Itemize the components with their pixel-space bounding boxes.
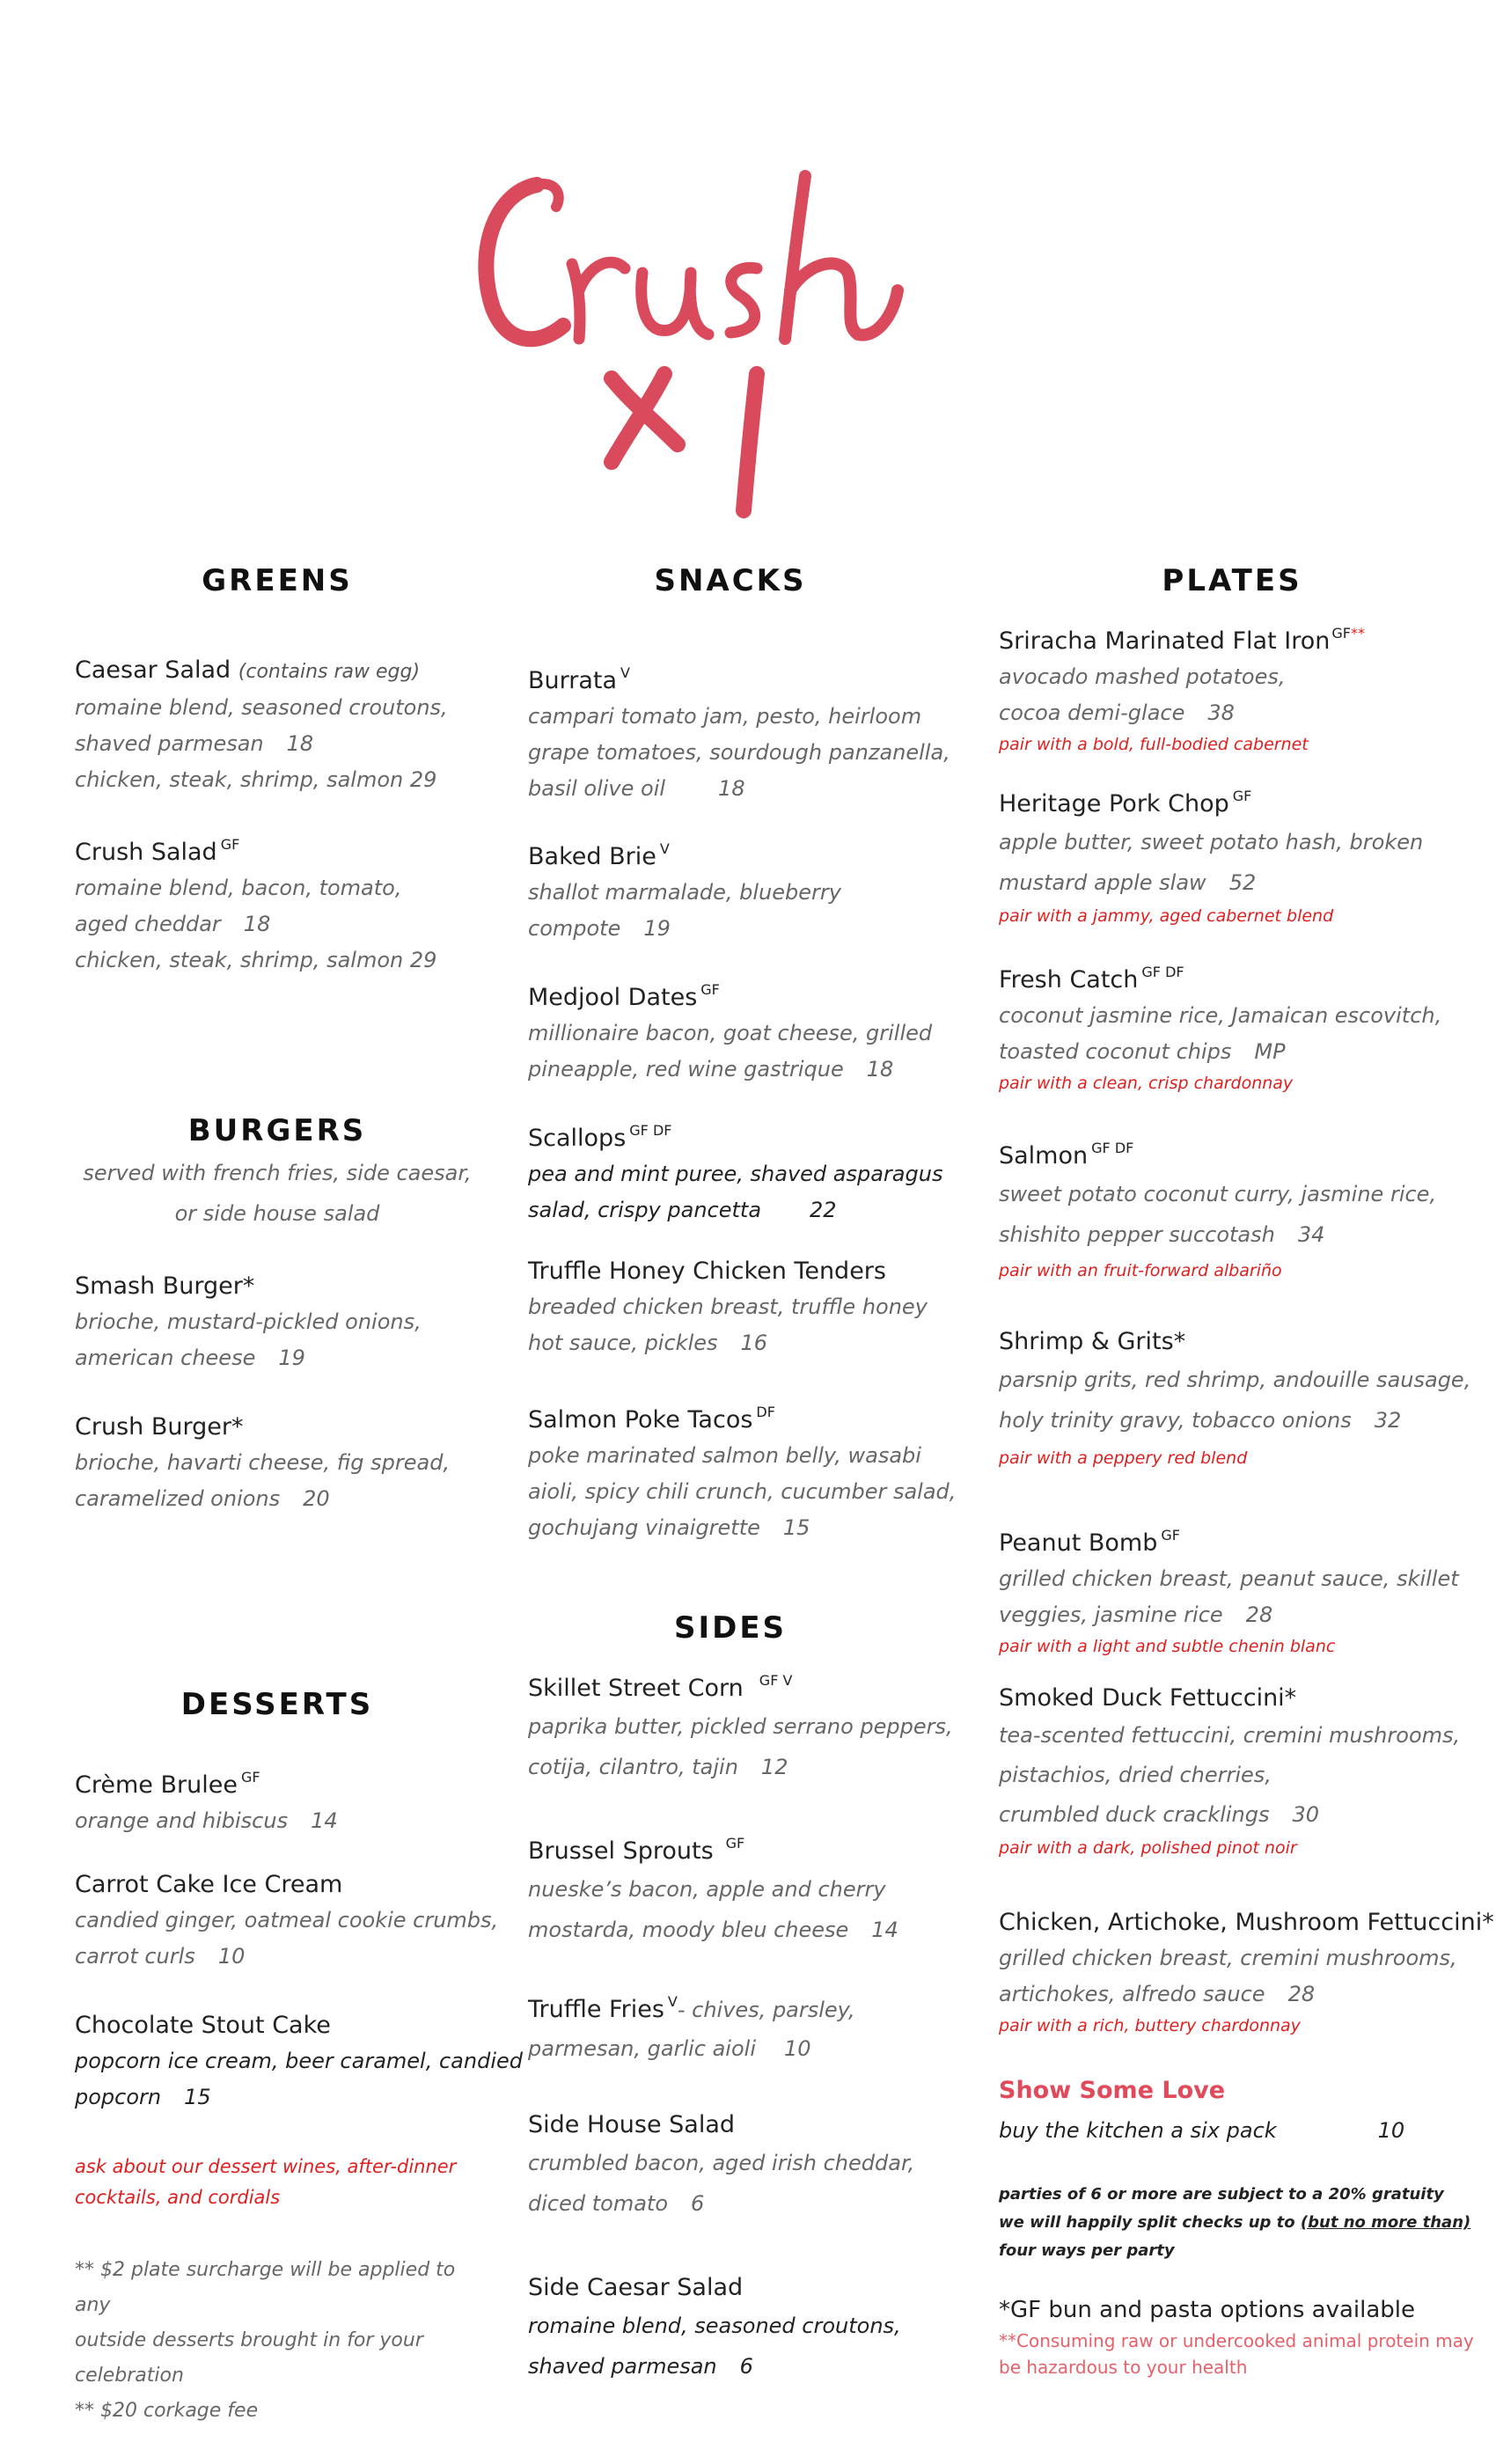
menu-item-sriracha-flat-iron — [999, 616, 1365, 758]
greens-heading: GREENS — [202, 563, 353, 598]
plates-heading: PLATES — [1162, 563, 1302, 598]
menu-item-chocolate-stout-cake — [75, 2008, 523, 2116]
item-desc: paprika butter, pickled serrano peppers, — [528, 1714, 953, 1739]
item-price: 10 — [217, 1944, 246, 1969]
item-desc: hot sauce, pickles — [528, 1331, 718, 1355]
item-name: Heritage Pork Chop — [999, 790, 1229, 818]
menu-item-brussel-sprouts — [528, 1826, 898, 1950]
item-desc: shaved parmesan — [528, 2354, 717, 2379]
item-tag: GF — [1161, 1527, 1180, 1544]
item-tag: GF — [240, 1769, 260, 1786]
item-desc: avocado mashed potatoes, — [999, 664, 1286, 689]
item-price: MP — [1254, 1039, 1286, 1064]
item-desc: mustard apple slaw — [999, 870, 1206, 895]
item-tag: GF — [1331, 625, 1351, 642]
burgers-intro-line: or side house salad — [174, 1201, 380, 1226]
item-desc: cotija, cilantro, tajin — [528, 1755, 738, 1779]
item-tag: V — [659, 840, 670, 857]
item-price: 20 — [303, 1486, 330, 1511]
item-name: Crème Brulee — [75, 1771, 238, 1799]
wine-pairing: pair with a peppery red blend — [999, 1448, 1248, 1468]
surcharge-line: celebration — [75, 2365, 184, 2387]
item-desc: diced tomato — [528, 2191, 668, 2216]
menu-item-shrimp-grits — [999, 1324, 1470, 1476]
item-price: 30 — [1292, 1802, 1320, 1827]
item-name: Baked Brie — [528, 843, 656, 870]
item-price: 18 — [718, 776, 745, 801]
item-desc: shaved parmesan — [75, 731, 264, 756]
item-desc: carrot curls — [75, 1944, 195, 1969]
item-tag: DF — [756, 1404, 775, 1420]
menu-item-heritage-pork-chop — [999, 779, 1423, 929]
item-name: Salmon Poke Tacos — [528, 1406, 753, 1434]
menu-item-medjool-dates — [528, 972, 932, 1088]
item-desc: coconut jasmine rice, Jamaican escovitch, — [999, 1003, 1442, 1028]
logo-brushstrokes — [486, 176, 898, 510]
item-tag: V — [620, 664, 630, 681]
item-name: Truffle Honey Chicken Tenders — [528, 1258, 886, 1285]
dessert-wine-note — [75, 2152, 480, 2213]
menu-item-scallops — [528, 1113, 942, 1228]
item-desc: poke marinated salmon belly, wasabi — [528, 1443, 921, 1468]
menu-item-caesar-salad — [75, 653, 448, 798]
item-desc: crumbled bacon, aged irish cheddar, — [528, 2151, 915, 2175]
menu-item-carrot-cake — [75, 1867, 498, 1975]
item-desc: grilled chicken breast, cremini mushrooms, — [999, 1946, 1457, 1970]
item-price: 6 — [739, 2354, 753, 2379]
menu-item-crush-burger — [75, 1410, 450, 1517]
gratuity-line: we will happily split checks up to — [999, 2213, 1295, 2232]
love-price: 10 — [1377, 2118, 1405, 2143]
item-price: 12 — [760, 1755, 788, 1779]
burgers-intro-line: served with french fries, side caesar, — [83, 1161, 472, 1185]
gratuity-line: parties of 6 or more are subject to a 20% gratuity — [999, 2185, 1444, 2204]
item-tag: GF — [1232, 788, 1252, 804]
love-title: Show Some Love — [999, 2077, 1226, 2104]
wine-pairing: pair with a light and subtle chenin blanc — [999, 1637, 1336, 1656]
item-tag: V — [667, 1993, 678, 2010]
item-desc: pistachios, dried cherries, — [999, 1763, 1272, 1787]
item-addons: chicken, steak, shrimp, salmon 29 — [75, 767, 437, 792]
menu-item-crush-salad — [75, 827, 436, 979]
menu-item-baked-brie — [528, 832, 841, 947]
item-desc: toasted coconut chips — [999, 1039, 1232, 1064]
menu-item-peanut-bomb — [999, 1518, 1459, 1660]
menu-item-skillet-street-corn — [528, 1663, 953, 1787]
item-price: 52 — [1228, 870, 1257, 895]
item-price: 18 — [866, 1057, 894, 1082]
wine-pairing: pair with a dark, polished pinot noir — [999, 1838, 1297, 1858]
menu-item-chicken-artichoke-fettuccini — [999, 1905, 1494, 2039]
gratuity-line: four ways per party — [999, 2241, 1175, 2260]
item-desc: campari tomato jam, pesto, heirloom — [528, 704, 922, 729]
item-price: 18 — [286, 731, 314, 756]
wine-pairing: pair with a bold, full-bodied cabernet — [999, 735, 1309, 754]
item-tag: GF — [220, 836, 240, 853]
sides-heading: SIDES — [673, 1610, 788, 1646]
item-price: 6 — [691, 2191, 705, 2216]
menu-item-salmon — [999, 1131, 1436, 1287]
item-desc: nueske’s bacon, apple and cherry — [528, 1877, 886, 1902]
item-desc: apple butter, sweet potato hash, broken — [999, 830, 1424, 854]
item-desc: parmesan, garlic aioli — [528, 2036, 756, 2061]
item-tag: GF — [725, 1835, 745, 1852]
item-tag-raw: ** — [1350, 625, 1365, 642]
item-name: Skillet Street Corn — [528, 1675, 744, 1702]
item-desc: brioche, havarti cheese, fig spread, — [75, 1450, 451, 1475]
item-name: Peanut Bomb — [999, 1529, 1158, 1557]
item-name: Sriracha Marinated Flat Iron — [999, 627, 1331, 655]
item-name: Caesar Salad — [75, 656, 231, 684]
menu-item-side-caesar-salad — [528, 2270, 901, 2387]
item-tag: GF DF — [1091, 1140, 1134, 1156]
item-price: 14 — [871, 1918, 898, 1942]
surcharge-line: outside desserts brought in for your — [75, 2329, 423, 2351]
item-price: 19 — [278, 1346, 305, 1370]
menu-item-smoked-duck-fettuccini — [999, 1681, 1460, 1861]
burgers-heading: BURGERS — [187, 1113, 367, 1148]
surcharge-line: ** $2 plate surcharge will be applied to any — [75, 2259, 456, 2316]
crush-xi-logo — [458, 158, 1021, 528]
item-price: 19 — [643, 916, 671, 941]
menu-item-burrata — [528, 656, 950, 807]
surcharge-line: ** $20 corkage fee — [75, 2400, 259, 2422]
item-desc: romaine blend, seasoned croutons, — [528, 2314, 901, 2338]
item-desc: american cheese — [75, 1346, 256, 1370]
item-desc: shallot marmalade, blueberry — [528, 880, 841, 905]
item-name: Chocolate Stout Cake — [75, 2012, 331, 2039]
item-desc: candied ginger, oatmeal cookie crumbs, — [75, 1908, 499, 1932]
item-tag: GF DF — [1141, 964, 1184, 980]
item-desc: romaine blend, bacon, tomato, — [75, 876, 402, 900]
item-desc: gochujang vinaigrette — [528, 1515, 760, 1540]
item-desc: pineapple, red wine gastrique — [528, 1057, 844, 1082]
item-desc: aioli, spicy chili crunch, cucumber salad, — [528, 1479, 957, 1504]
item-desc: shishito pepper succotash — [999, 1222, 1275, 1247]
wine-pairing: pair with a clean, crisp chardonnay — [999, 1074, 1294, 1093]
item-desc: parsnip grits, red shrimp, andouille sausage, — [999, 1368, 1471, 1392]
item-tag: GF DF — [629, 1122, 672, 1139]
item-desc: orange and hibiscus — [75, 1808, 289, 1833]
item-price: 14 — [311, 1808, 338, 1833]
item-name: Side House Salad — [528, 2111, 736, 2138]
item-price: 32 — [1374, 1408, 1402, 1433]
item-desc: crumbled duck cracklings — [999, 1802, 1270, 1827]
item-name: Burrata — [528, 667, 618, 694]
item-desc: cocoa demi-glace — [999, 700, 1185, 725]
item-desc: - chives, parsley, — [677, 1998, 855, 2022]
item-price: 38 — [1207, 700, 1235, 725]
desserts-heading: DESSERTS — [180, 1687, 374, 1722]
item-note: (contains raw egg) — [238, 661, 421, 683]
wine-pairing: pair with a jammy, aged cabernet blend — [999, 906, 1334, 926]
item-price: 28 — [1287, 1982, 1316, 2006]
item-desc: romaine blend, seasoned croutons, — [75, 695, 448, 720]
item-tag: GF V — [759, 1672, 793, 1689]
item-name: Brussel Sprouts — [528, 1837, 714, 1865]
item-desc: popcorn — [75, 2085, 162, 2109]
item-desc: grape tomatoes, sourdough panzanella, — [528, 740, 950, 765]
item-name: Side Caesar Salad — [528, 2274, 744, 2301]
snacks-heading: SNACKS — [654, 563, 807, 598]
dessert-wine-line: cocktails, and cordials — [75, 2187, 281, 2208]
show-some-love — [999, 2077, 1404, 2157]
wine-pairing: pair with an fruit-forward albariño — [999, 1261, 1282, 1280]
menu-item-creme-brulee — [75, 1760, 338, 1839]
menu-item-salmon-poke-tacos — [528, 1395, 956, 1546]
item-desc: brioche, mustard-pickled onions, — [75, 1309, 422, 1334]
footnotes — [999, 2292, 1474, 2380]
item-price: 22 — [810, 1198, 837, 1222]
item-desc: basil olive oil — [528, 776, 666, 801]
dessert-wine-line: ask about our dessert wines, after-dinner — [75, 2156, 457, 2177]
item-desc: salad, crispy pancetta — [528, 1198, 762, 1222]
item-desc: veggies, jasmine rice — [999, 1602, 1223, 1627]
menu-item-fresh-catch — [999, 955, 1441, 1096]
raw-protein-warning: be hazardous to your health — [999, 2357, 1248, 2378]
item-name: Truffle Fries — [528, 1996, 664, 2023]
gratuity-note — [999, 2181, 1470, 2265]
menu-item-side-house-salad — [528, 2108, 914, 2224]
item-name: Medjool Dates — [528, 984, 698, 1011]
item-name: Smoked Duck Fettuccini* — [999, 1684, 1297, 1712]
item-price: 10 — [784, 2036, 811, 2061]
item-tag: GF — [700, 981, 720, 998]
item-desc: aged cheddar — [75, 912, 221, 936]
item-addons: chicken, steak, shrimp, salmon 29 — [75, 948, 437, 972]
item-desc: tea-scented fettuccini, cremini mushrooms, — [999, 1723, 1461, 1748]
item-desc: grilled chicken breast, peanut sauce, skillet — [999, 1566, 1459, 1591]
item-name: Crush Salad — [75, 839, 217, 866]
item-desc: holy trinity gravy, tobacco onions — [999, 1408, 1352, 1433]
item-price: 18 — [243, 912, 271, 936]
item-desc: popcorn ice cream, beer caramel, candied — [75, 2049, 523, 2073]
item-price: 34 — [1297, 1222, 1325, 1247]
wine-pairing: pair with a rich, buttery chardonnay — [999, 2016, 1301, 2035]
item-price: 16 — [740, 1331, 768, 1355]
item-name: Chicken, Artichoke, Mushroom Fettuccini* — [999, 1909, 1494, 1936]
raw-protein-warning: **Consuming raw or undercooked animal protein may — [999, 2330, 1474, 2351]
item-name: Scallops — [528, 1125, 627, 1152]
item-desc: caramelized onions — [75, 1486, 281, 1511]
item-desc: mostarda, moody bleu cheese — [528, 1918, 849, 1942]
item-name: Smash Burger* — [75, 1272, 255, 1300]
item-desc: compote — [528, 916, 621, 941]
item-desc: pea and mint puree, shaved asparagus — [528, 1162, 943, 1186]
item-name: Crush Burger* — [75, 1413, 244, 1441]
item-desc: sweet potato coconut curry, jasmine rice, — [999, 1182, 1437, 1206]
item-name: Salmon — [999, 1142, 1089, 1170]
gratuity-emphasis: (but no more than) — [1300, 2213, 1471, 2232]
item-name: Shrimp & Grits* — [999, 1328, 1186, 1355]
menu-item-truffle-honey-chicken-tenders — [528, 1254, 928, 1361]
item-desc: breaded chicken breast, truffle honey — [528, 1294, 928, 1319]
item-name: Fresh Catch — [999, 966, 1139, 994]
item-price: 15 — [184, 2085, 211, 2109]
item-price: 28 — [1245, 1602, 1273, 1627]
item-desc: artichokes, alfredo sauce — [999, 1982, 1265, 2006]
burgers-intro — [75, 1153, 480, 1234]
item-desc: millionaire bacon, goat cheese, grilled — [528, 1021, 933, 1045]
item-name: Carrot Cake Ice Cream — [75, 1871, 343, 1898]
love-text: buy the kitchen a six pack — [999, 2118, 1277, 2143]
menu-item-smash-burger — [75, 1269, 422, 1376]
gf-options-note: *GF bun and pasta options available — [999, 2297, 1416, 2323]
surcharge-note — [75, 2253, 488, 2429]
item-price: 15 — [782, 1515, 810, 1540]
menu-item-truffle-fries — [528, 1984, 855, 2069]
